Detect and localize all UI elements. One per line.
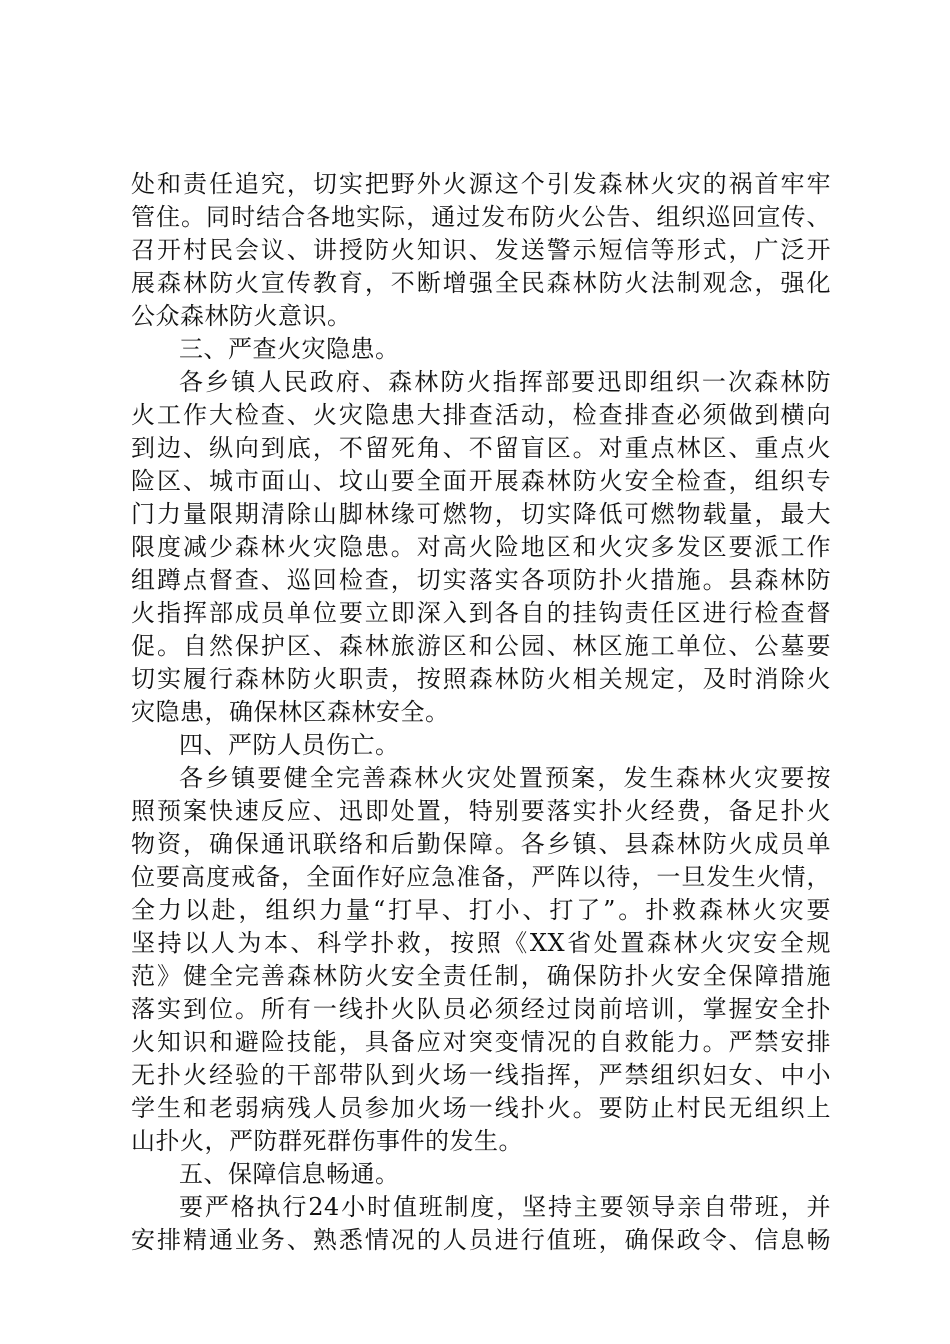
paragraph-line: 促。自然保护区、森林旅游区和公园、林区施工单位、公墓要	[131, 632, 831, 660]
paragraph-last-line: 灾隐患，确保林区森林安全。	[131, 698, 450, 726]
section-heading: 三、严查火灾隐患。	[179, 335, 400, 363]
paragraph-line: 展森林防火宣传教育，不断增强全民森林防火法制观念，强化	[131, 269, 831, 297]
paragraph-line: 无扑火经验的干部带队到火场一线指挥，严禁组织妇女、中小	[131, 1061, 831, 1089]
paragraph-last-line: 公众森林防火意识。	[131, 302, 352, 330]
section-heading: 四、严防人员伤亡。	[179, 731, 400, 759]
paragraph-line: 全力以赴，组织力量“打早、打小、打了”。扑救森林火灾要	[131, 896, 831, 924]
paragraph-line: 坚持以人为本、科学扑救，按照《XX省处置森林火灾安全规	[131, 929, 831, 957]
paragraph-line: 切实履行森林防火职责，按照森林防火相关规定，及时消除火	[131, 665, 831, 693]
paragraph-line: 召开村民会议、讲授防火知识、发送警示短信等形式，广泛开	[131, 236, 831, 264]
paragraph-line: 管住。同时结合各地实际，通过发布防火公告、组织巡回宣传、	[131, 203, 831, 231]
paragraph-line: 险区、城市面山、坟山要全面开展森林防火安全检查，组织专	[131, 467, 831, 495]
paragraph-line: 位要高度戒备，全面作好应急准备，严阵以待，一旦发生火情，	[131, 863, 831, 891]
paragraph-line: 组蹲点督查、巡回检查，切实落实各项防扑火措施。县森林防	[131, 566, 831, 594]
paragraph-line: 落实到位。所有一线扑火队员必须经过岗前培训，掌握安全扑	[131, 995, 831, 1023]
paragraph-line: 物资，确保通讯联络和后勤保障。各乡镇、县森林防火成员单	[131, 830, 831, 858]
paragraph-line: 火工作大检查、火灾隐患大排查活动，检查排查必须做到横向	[131, 401, 831, 429]
paragraph-first-line: 各乡镇要健全完善森林火灾处置预案，发生森林火灾要按	[179, 764, 831, 792]
paragraph-line: 火知识和避险技能，具备应对突变情况的自救能力。严禁安排	[131, 1028, 831, 1056]
paragraph-line: 处和责任追究，切实把野外火源这个引发森林火灾的祸首牢牢	[131, 170, 831, 198]
paragraph-line: 门力量限期清除山脚林缘可燃物，切实降低可燃物载量，最大	[131, 500, 831, 528]
paragraph-line: 范》健全完善森林防火安全责任制，确保防扑火安全保障措施	[131, 962, 831, 990]
paragraph-line: 到边、纵向到底，不留死角、不留盲区。对重点林区、重点火	[131, 434, 831, 462]
paragraph-last-line: 山扑火，严防群死群伤事件的发生。	[131, 1127, 523, 1155]
paragraph-line: 照预案快速反应、迅即处置，特别要落实扑火经费，备足扑火	[131, 797, 831, 825]
paragraph-first-line: 各乡镇人民政府、森林防火指挥部要迅即组织一次森林防	[179, 368, 831, 396]
document-body-text	[131, 168, 831, 1257]
paragraph-first-line: 要严格执行24小时值班制度，坚持主要领导亲自带班，并	[179, 1193, 831, 1221]
paragraph-line: 学生和老弱病残人员参加火场一线扑火。要防止村民无组织上	[131, 1094, 831, 1122]
section-heading: 五、保障信息畅通。	[179, 1160, 400, 1188]
paragraph-line: 安排精通业务、熟悉情况的人员进行值班，确保政令、信息畅	[131, 1226, 831, 1254]
paragraph-line: 限度减少森林火灾隐患。对高火险地区和火灾多发区要派工作	[131, 533, 831, 561]
paragraph-line: 火指挥部成员单位要立即深入到各自的挂钩责任区进行检查督	[131, 599, 831, 627]
